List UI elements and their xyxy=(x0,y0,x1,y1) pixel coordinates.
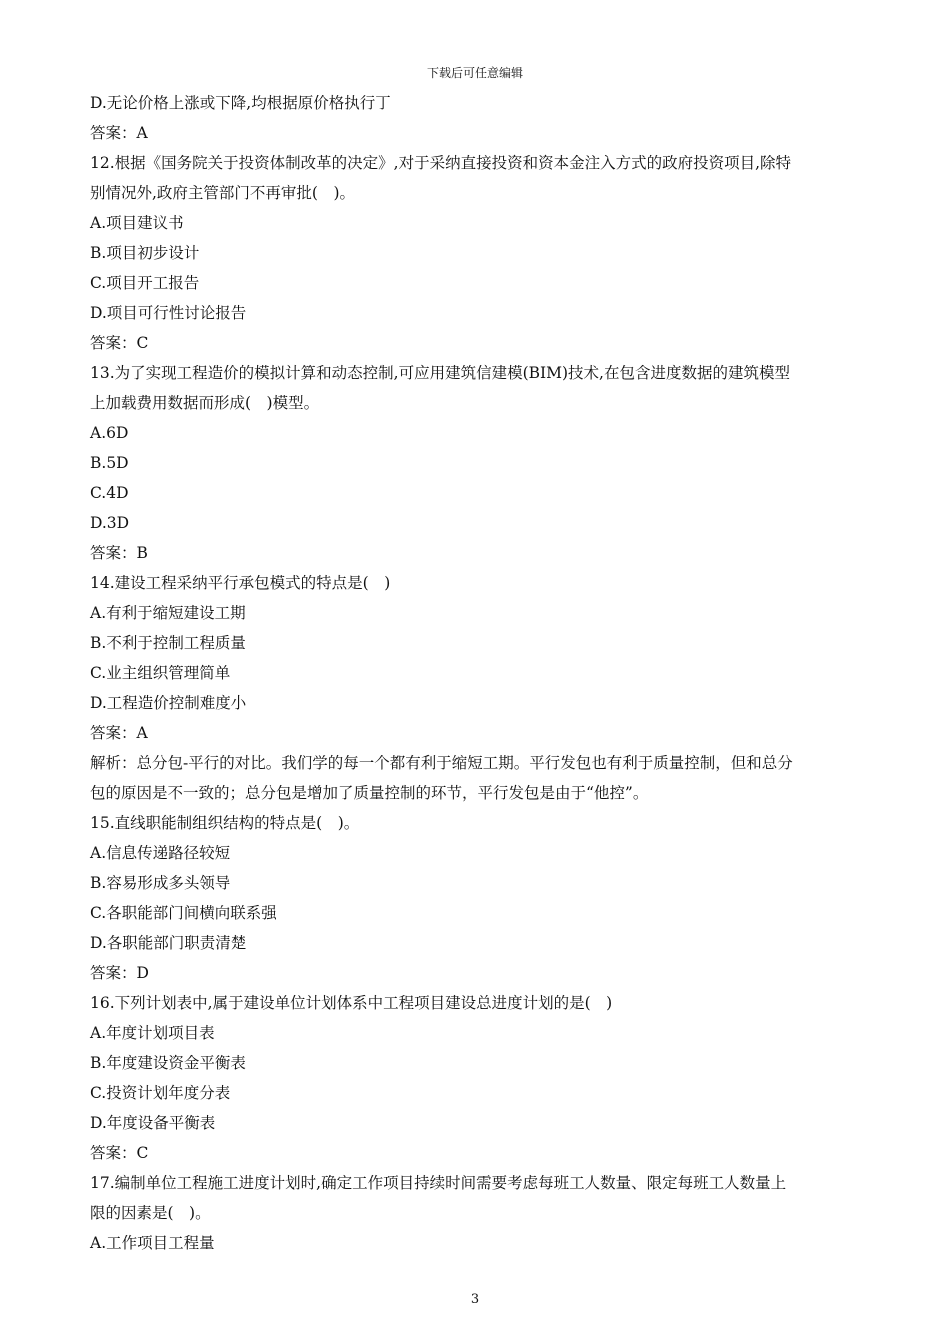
text-line: 别情况外,政府主管部门不再审批( )。 xyxy=(90,184,356,202)
text-line: D.项目可行性讨论报告 xyxy=(90,304,247,322)
text-line: A.有利于缩短建设工期 xyxy=(90,604,246,622)
text-line: 12.根据《国务院关于投资体制改革的决定》,对于采纳直接投资和资本金注入方式的政府投资项目,除特 xyxy=(90,154,792,172)
text-line: 15.直线职能制组织结构的特点是( )。 xyxy=(90,814,360,832)
text-line: 16.下列计划表中,属于建设单位计划体系中工程项目建设总进度计划的是( ) xyxy=(90,994,613,1012)
text-line: C.各职能部门间横向联系强 xyxy=(90,904,277,922)
text-line: C.项目开工报告 xyxy=(90,274,200,292)
text-line: 14.建设工程采纳平行承包模式的特点是( ) xyxy=(90,574,391,592)
text-line: D.3D xyxy=(90,514,130,532)
text-line: 答案：C xyxy=(90,1144,149,1162)
text-line: B.年度建设资金平衡表 xyxy=(90,1054,246,1072)
page-header: 下载后可任意编辑 xyxy=(426,66,523,80)
text-line: 答案：A xyxy=(90,724,148,742)
text-line: B.容易形成多头领导 xyxy=(90,874,231,892)
text-line: C.业主组织管理简单 xyxy=(90,664,231,682)
text-line: B.项目初步设计 xyxy=(90,244,200,262)
document-body xyxy=(90,88,865,1258)
text-line: 答案：C xyxy=(90,334,149,352)
text-line: A.信息传递路径较短 xyxy=(90,844,231,862)
text-line: D.年度设备平衡表 xyxy=(90,1114,216,1132)
text-line: 答案：A xyxy=(90,124,148,142)
text-line: B.5D xyxy=(90,454,129,472)
text-line: D.工程造价控制难度小 xyxy=(90,694,247,712)
text-line: D.无论价格上涨或下降,均根据原价格执行丁 xyxy=(90,94,391,112)
text-line: 包的原因是不一致的；总分包是增加了质量控制的环节，平行发包是由于“他控”。 xyxy=(90,784,649,802)
text-line: 解析：总分包-平行的对比。我们学的每一个都有利于缩短工期。平行发包也有利于质量控制，但和总分 xyxy=(90,754,793,772)
text-line: A.项目建议书 xyxy=(90,214,184,232)
text-line: 答案：D xyxy=(90,964,149,982)
text-line: A.年度计划项目表 xyxy=(90,1024,215,1042)
text-line: 17.编制单位工程施工进度计划时,确定工作项目持续时间需要考虑每班工人数量、限定每班工人数量上 xyxy=(90,1174,787,1192)
text-line: 上加载费用数据而形成( )模型。 xyxy=(90,394,320,412)
text-line: C.4D xyxy=(90,484,129,502)
text-line: 答案：B xyxy=(90,544,148,562)
text-line: C.投资计划年度分表 xyxy=(90,1084,231,1102)
text-line: A.工作项目工程量 xyxy=(90,1234,215,1252)
text-line: 限的因素是( )。 xyxy=(90,1204,211,1222)
text-line: B.不利于控制工程质量 xyxy=(90,634,246,652)
text-line: D.各职能部门职责清楚 xyxy=(90,934,247,952)
text-line: 13.为了实现工程造价的模拟计算和动态控制,可应用建筑信建模(BIM)技术,在包含进度数据的建筑模型 xyxy=(90,364,790,382)
page-number: 3 xyxy=(470,1292,480,1307)
text-line: A.6D xyxy=(90,424,129,442)
